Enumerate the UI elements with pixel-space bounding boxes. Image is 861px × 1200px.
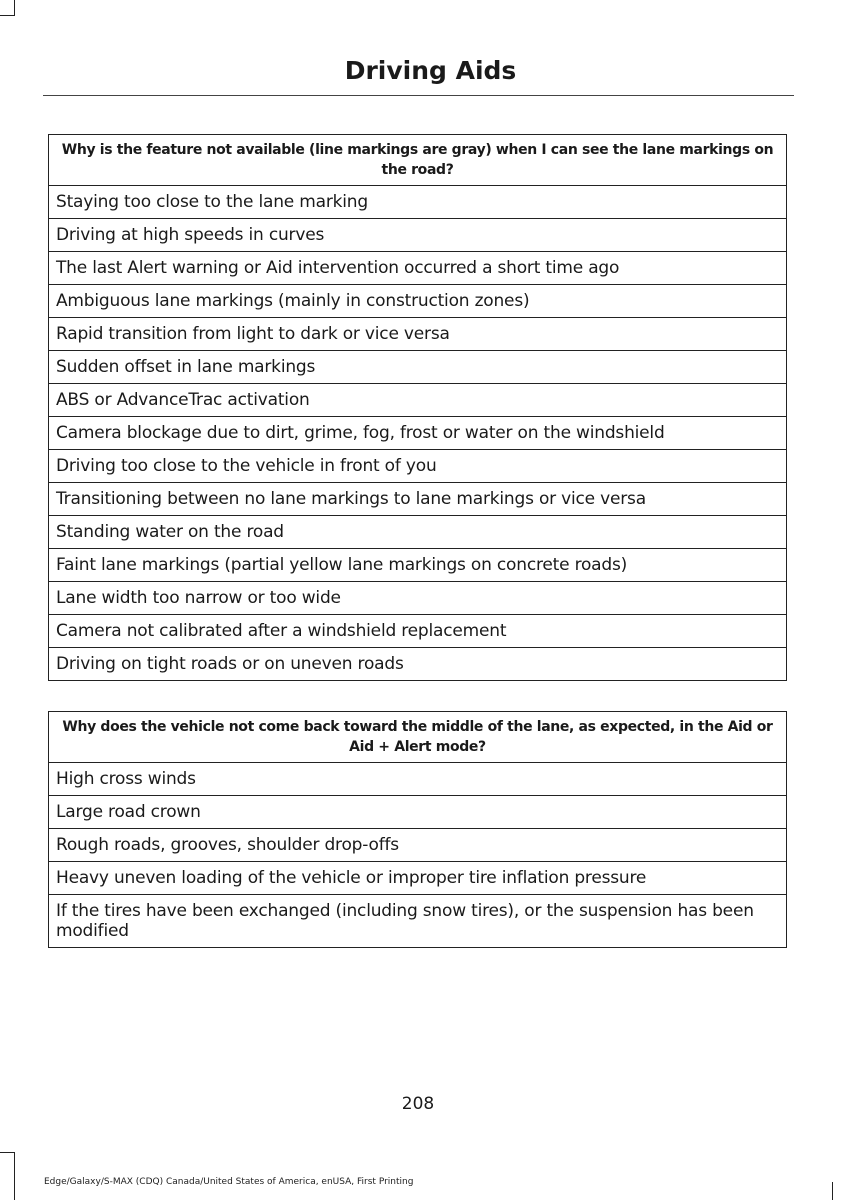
table-row (49, 582, 787, 615)
table-cell: Heavy uneven loading of the vehicle or improper tire inflation pressure (49, 862, 787, 895)
table-header: Why is the feature not available (line markings are gray) when I can see the lane markings on the road? (49, 135, 787, 186)
table-cell: Driving too close to the vehicle in front of you (49, 450, 787, 483)
table-row (49, 450, 787, 483)
table-cell: The last Alert warning or Aid intervention occurred a short time ago (49, 252, 787, 285)
table-cell: Sudden offset in lane markings (49, 351, 787, 384)
table-cell: Staying too close to the lane marking (49, 186, 787, 219)
table-cell: If the tires have been exchanged (including snow tires), or the suspension has been modified (49, 895, 787, 948)
table-header: Why does the vehicle not come back toward the middle of the lane, as expected, in the Aid or Aid + Alert mode? (49, 712, 787, 763)
table-row (49, 796, 787, 829)
table-row (49, 483, 787, 516)
feature-unavailable-table (48, 134, 787, 681)
table-cell: Camera not calibrated after a windshield replacement (49, 615, 787, 648)
table-row (49, 285, 787, 318)
table-row (49, 417, 787, 450)
table-row (49, 615, 787, 648)
table-row (49, 351, 787, 384)
table-row (49, 384, 787, 417)
table-cell: Large road crown (49, 796, 787, 829)
crop-mark-top-left-vertical (14, 0, 15, 15)
crop-mark-bottom-left-horizontal (0, 1152, 15, 1153)
crop-mark-bottom-left-vertical (14, 1152, 15, 1200)
table-cell: Rapid transition from light to dark or vice versa (49, 318, 787, 351)
table-row (49, 186, 787, 219)
crop-mark-top-left-horizontal (0, 15, 15, 16)
table-cell: Ambiguous lane markings (mainly in construction zones) (49, 285, 787, 318)
crop-mark-bottom-right-vertical (832, 1182, 833, 1200)
table-cell: Transitioning between no lane markings to lane markings or vice versa (49, 483, 787, 516)
no-return-to-center-table (48, 711, 787, 948)
table-cell: Faint lane markings (partial yellow lane markings on concrete roads) (49, 549, 787, 582)
table-row (49, 516, 787, 549)
table-cell: Camera blockage due to dirt, grime, fog, frost or water on the windshield (49, 417, 787, 450)
table-row (49, 763, 787, 796)
table-row (49, 895, 787, 948)
table-row (49, 318, 787, 351)
table-row (49, 252, 787, 285)
page-number: 208 (401, 1094, 435, 1114)
table-cell: High cross winds (49, 763, 787, 796)
table-row (49, 862, 787, 895)
table-row (49, 219, 787, 252)
title-divider (43, 95, 794, 96)
table-row (49, 829, 787, 862)
table-row (49, 648, 787, 681)
table-cell: Standing water on the road (49, 516, 787, 549)
table-cell: Lane width too narrow or too wide (49, 582, 787, 615)
table-cell: ABS or AdvanceTrac activation (49, 384, 787, 417)
table-cell: Rough roads, grooves, shoulder drop-offs (49, 829, 787, 862)
table-header-row (49, 135, 787, 186)
table-cell: Driving at high speeds in curves (49, 219, 787, 252)
table-cell: Driving on tight roads or on uneven roads (49, 648, 787, 681)
table-row (49, 549, 787, 582)
print-footer: Edge/Galaxy/S-MAX (CDQ) Canada/United States of America, enUSA, First Printing (44, 1177, 414, 1187)
page-title: Driving Aids (344, 56, 517, 85)
table-header-row (49, 712, 787, 763)
